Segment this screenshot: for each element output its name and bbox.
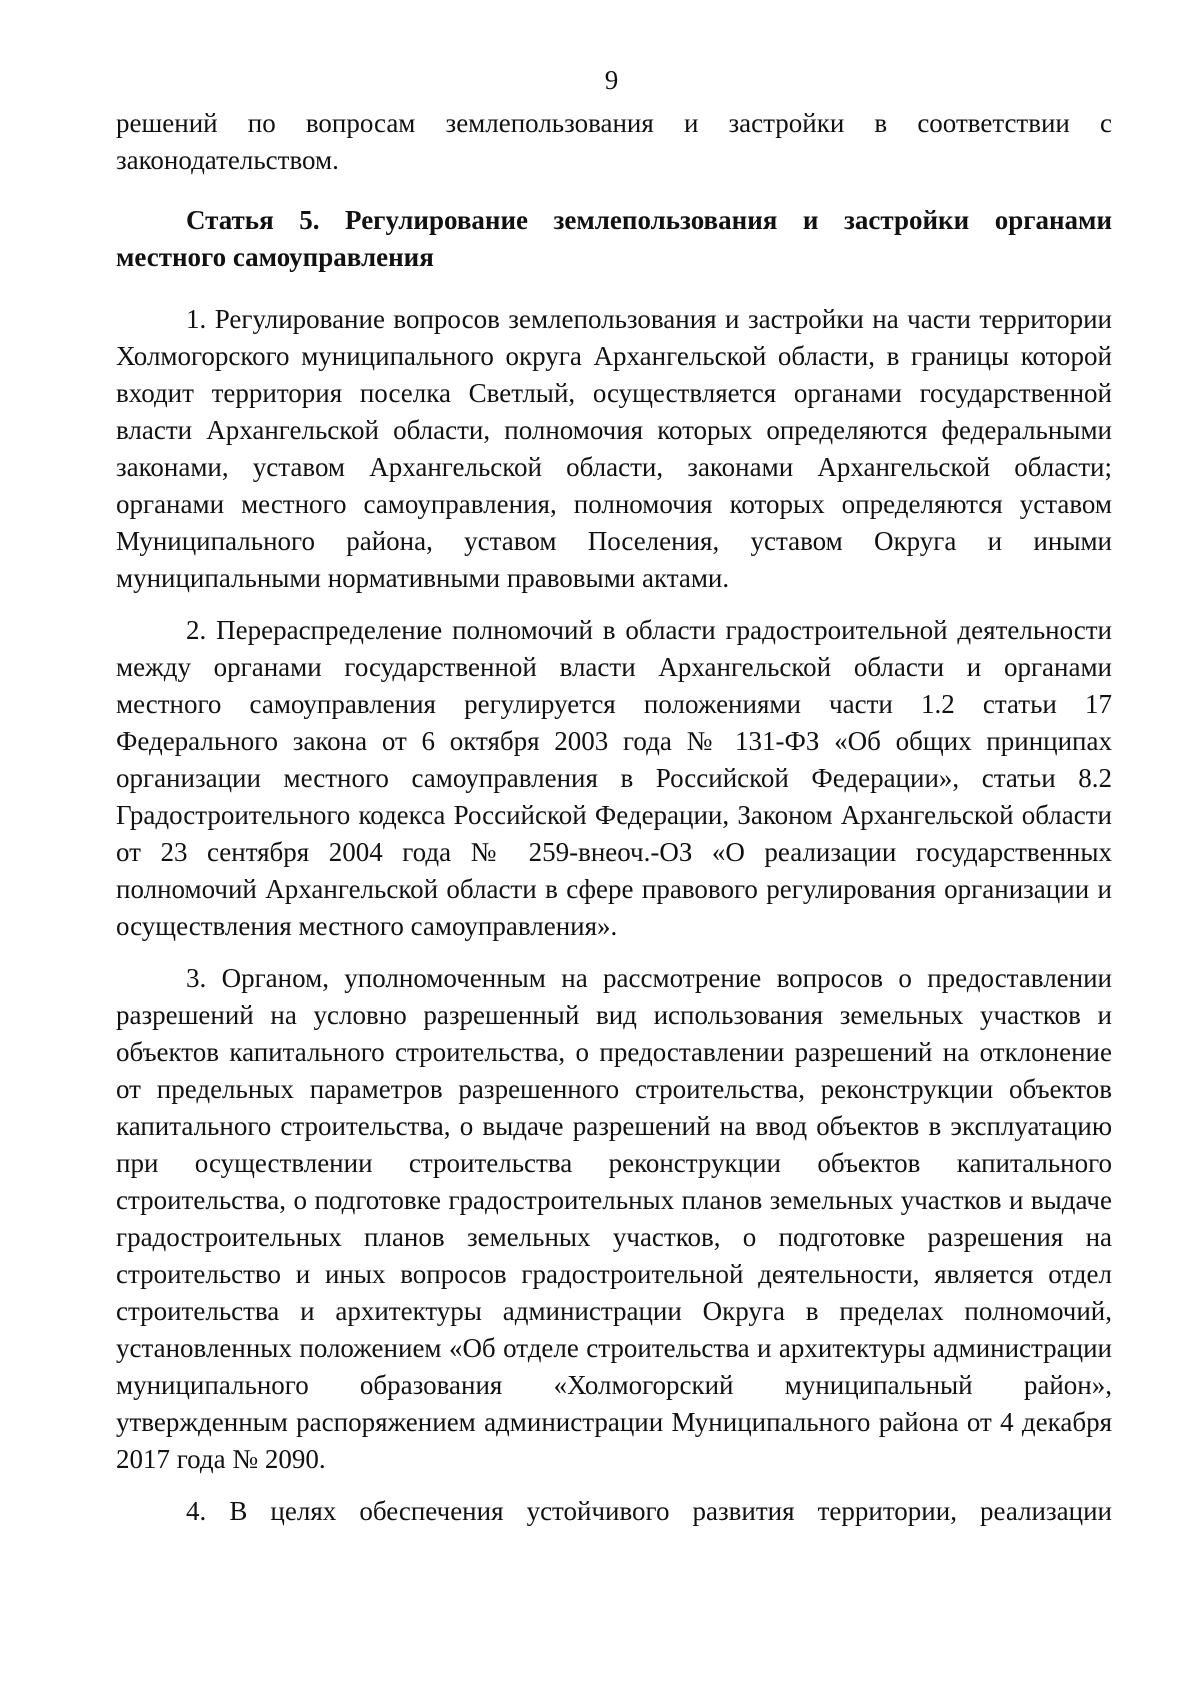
article-heading: Статья 5. Регулирование землепользования и застройки органами местного самоуправления: [116, 205, 1112, 272]
document-body: [116, 105, 1112, 1545]
paragraph-4: 4. В целях обеспечения устойчивого развития территории, реализации: [186, 1496, 1112, 1526]
lead-paragraph: решений по вопросам землепользования и застройки в соответствии с законодательством.: [116, 108, 1112, 175]
paragraph-2: 2. Перераспределение полномочий в области градостроительной деятельности между органами государственной власти Архангельской области и органами местного самоуправления регулируется положениями части 1.2 статьи 17 Федерального закона от 6 октября 2003 года № 131-ФЗ «Об общих принципах организации местного самоуправления в Российской Федерации», статьи 8.2 Градостроительного кодекса Российской Федерации, Законом Архангельской области от 23 сентября 2004 года № 259-внеоч.-ОЗ «О реализации государственных полномочий Архангельской области в сфере правового регулирования организации и осуществления местного самоуправления».: [116, 615, 1112, 941]
page-number: 9: [604, 65, 619, 95]
paragraph-3: 3. Органом, уполномоченным на рассмотрение вопросов о предоставлении разрешений на условно разрешенный вид использования земельных участков и объектов капитального строительства, о предоставлении разрешений на отклонение от предельных параметров разрешенного строительства, реконструкции объектов капитального строительства, о выдаче разрешений на ввод объектов в эксплуатацию при осуществлении строительства реконструкции объектов капитального строительства, о подготовке градостроительных планов земельных участков и выдаче градостроительных планов земельных участков, о подготовке разрешения на строительство и иных вопросов градостроительной деятельности, является отдел строительства и архитектуры администрации Округа в пределах полномочий, установленных положением «Об отделе строительства и архитектуры администрации муниципального образования «Холмогорский муниципальный район», утвержденным распоряжением администрации Муниципального района от 4 декабря 2017 года № 2090.: [116, 963, 1112, 1474]
paragraph-1: 1. Регулирование вопросов землепользования и застройки на части территории Холмогорского муниципального округа Архангельской области, в границы которой входит территория поселка Светлый, осуществляется органами государственной власти Архангельской области, полномочия которых определяются федеральными законами, уставом Архангельской области, законами Архангельской области; органами местного самоуправления, полномочия которых определяются уставом Муниципального района, уставом Поселения, уставом Округа и иными муниципальными нормативными правовыми актами.: [116, 304, 1112, 593]
